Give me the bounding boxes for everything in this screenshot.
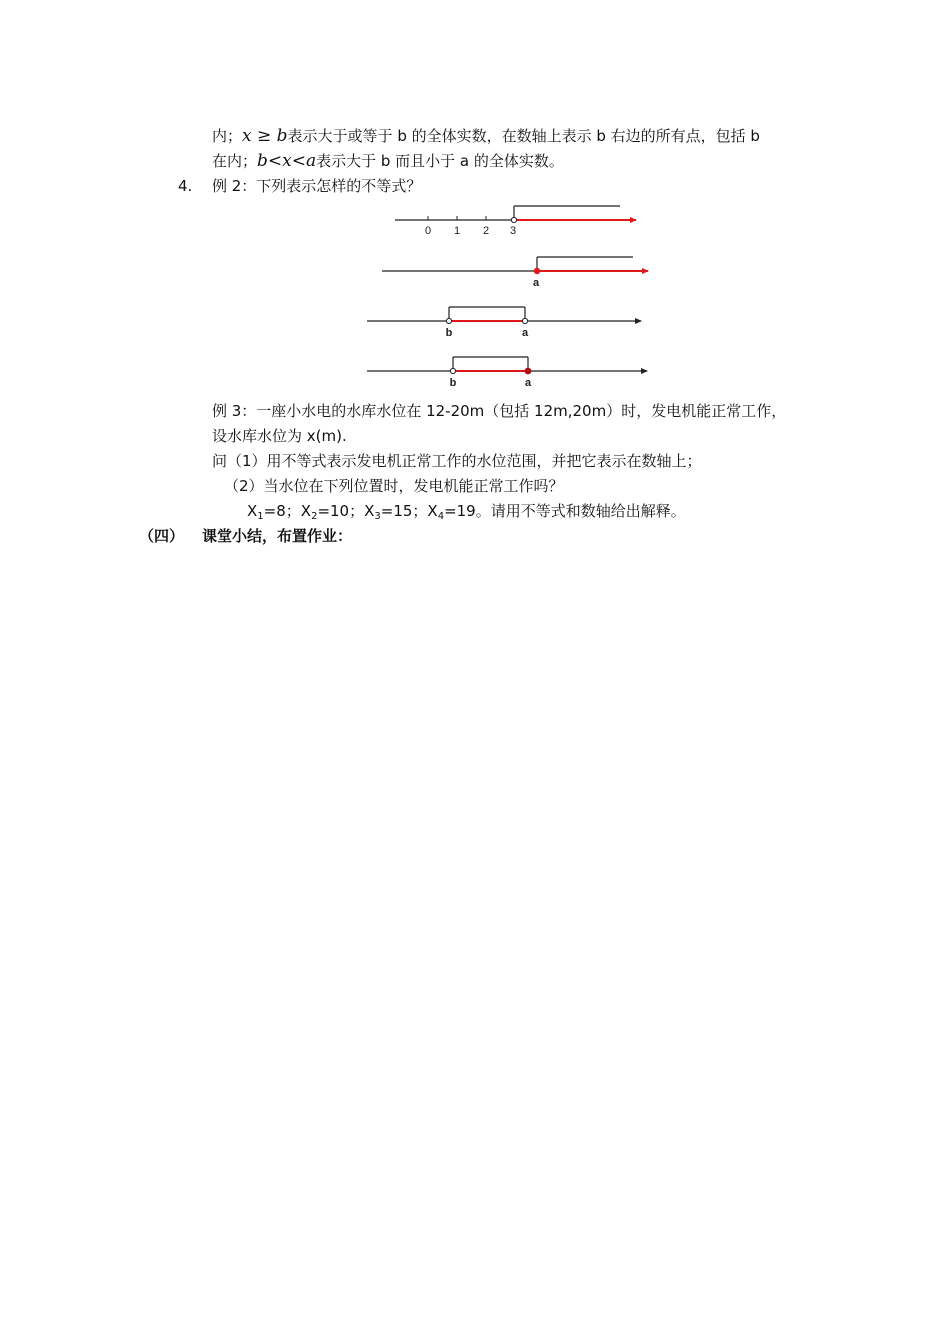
text-rest: 表示大于或等于 b 的全体实数，在数轴上表示 b 右边的所有点，包括 b xyxy=(287,127,760,145)
figure-1-number-line xyxy=(395,206,636,237)
point-label-a: a xyxy=(521,327,529,339)
tick-label-1: 1 xyxy=(453,225,461,237)
figure-4-number-line xyxy=(367,357,647,389)
x4-letter: X xyxy=(427,502,438,520)
x2-subscript: 2 xyxy=(311,511,318,522)
open-dot-b xyxy=(446,318,451,323)
point-label-b: b xyxy=(449,377,457,389)
number-line-figures xyxy=(0,0,950,400)
tick-label-2: 2 xyxy=(482,225,490,237)
inequality-b-lt-x-lt-a: b<x<a xyxy=(257,151,317,171)
point-label-b: b xyxy=(445,327,453,339)
water-level-values xyxy=(247,501,686,527)
text-rest: 表示大于 b 而且小于 a 的全体实数。 xyxy=(316,152,564,170)
example-3-line-2: 设水库水位为 x(m). xyxy=(212,427,347,445)
question-2: （2）当水位在下列位置时，发电机能正常工作吗？ xyxy=(224,477,564,495)
figure-3-number-line xyxy=(367,307,641,339)
x1-letter: X xyxy=(247,502,258,520)
x1-subscript: 1 xyxy=(257,511,264,522)
open-dot xyxy=(511,217,516,222)
x3-value: =15； xyxy=(380,502,428,520)
section-4-title: 课堂小结，布置作业： xyxy=(202,527,353,545)
tick-label-0: 0 xyxy=(424,225,432,237)
open-dot-a xyxy=(522,318,527,323)
example-3-line-1: 例 3：一座小水电的水库水位在 12-20m（包括 12m,20m）时，发电机能正常工作， xyxy=(212,402,787,420)
x4-value: =19。请用不等式和数轴给出解释。 xyxy=(444,502,686,520)
tick-label-3: 3 xyxy=(509,225,517,237)
point-label-a: a xyxy=(532,277,540,289)
text-prefix: 内； xyxy=(212,127,243,145)
list-number-4: 4. xyxy=(178,177,193,195)
x4-subscript: 4 xyxy=(437,511,445,522)
inequality-x-ge-b: x ≥ b xyxy=(242,126,288,146)
section-4-number: （四） xyxy=(139,527,185,545)
closed-dot-a xyxy=(525,368,532,375)
x2-value: =10； xyxy=(317,502,365,520)
example-2-title: 例 2：下列表示怎样的不等式？ xyxy=(212,177,422,195)
x1-value: =8； xyxy=(263,502,301,520)
question-1: 问（1）用不等式表示发电机正常工作的水位范围，并把它表示在数轴上； xyxy=(212,452,702,470)
closed-dot xyxy=(534,268,540,274)
x3-letter: X xyxy=(364,502,375,520)
point-label-a: a xyxy=(524,377,532,389)
text-prefix: 在内； xyxy=(212,152,258,170)
x2-letter: X xyxy=(300,502,312,520)
figure-2-number-line xyxy=(382,257,648,289)
x3-subscript: 3 xyxy=(374,511,381,522)
open-dot-b xyxy=(450,368,455,373)
